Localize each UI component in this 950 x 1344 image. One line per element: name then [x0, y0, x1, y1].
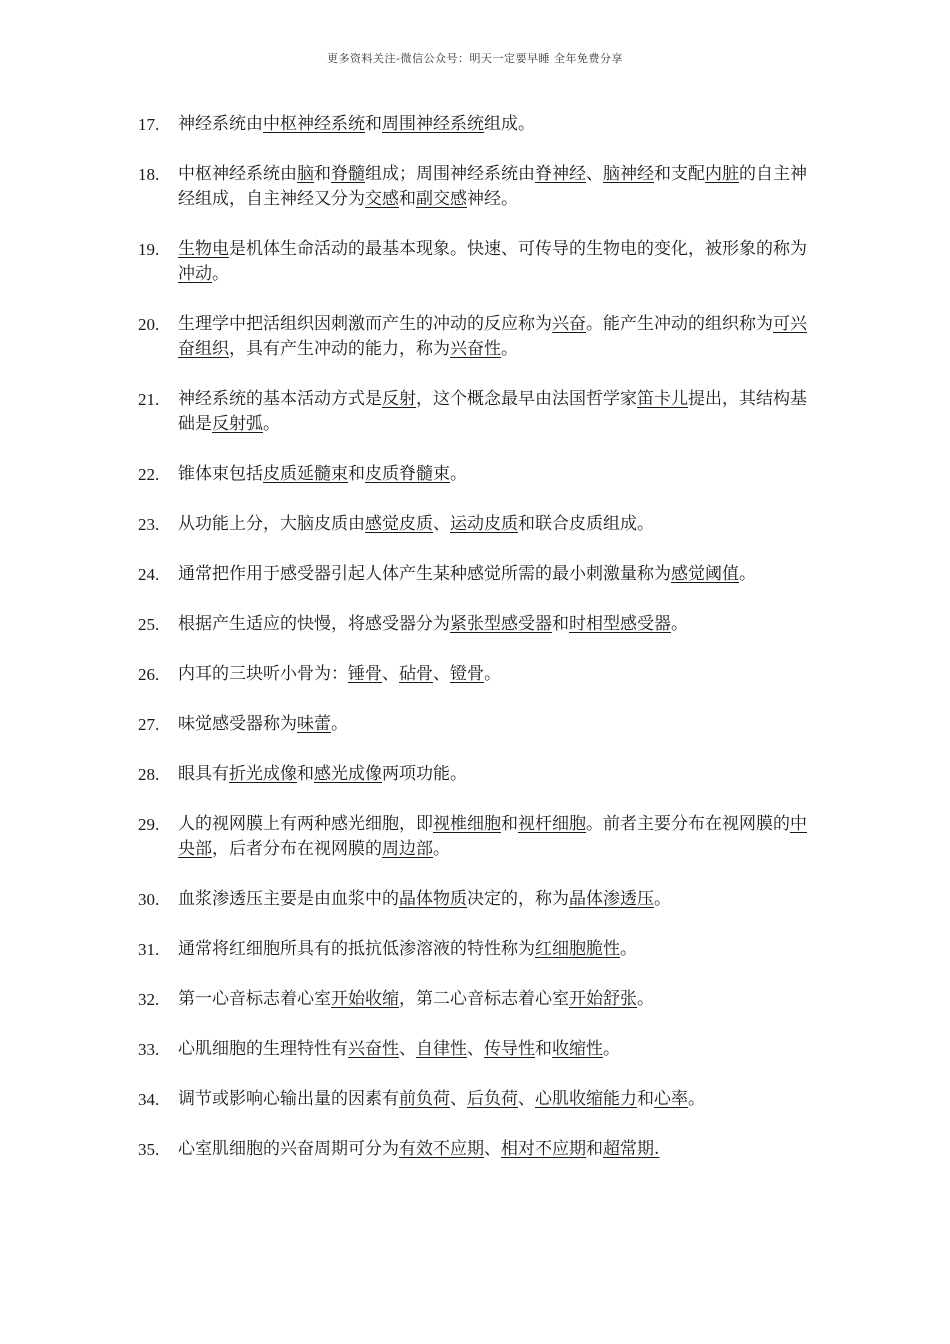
answer-term: 开始收缩: [331, 989, 399, 1009]
text-segment: 和: [586, 1139, 603, 1159]
item-number: 35.: [138, 1140, 160, 1159]
answer-term: 传导性: [484, 1039, 535, 1059]
answer-term: 周围神经系统: [382, 114, 484, 134]
item-number: 30.: [138, 890, 160, 909]
answer-term: 视椎细胞: [433, 814, 501, 834]
text-segment: 。前者主要分布在视网膜的: [586, 814, 790, 834]
answer-term: 脑: [297, 164, 314, 184]
answer-term: 运动皮质: [450, 514, 518, 534]
item-number: 19.: [138, 240, 160, 259]
item-number: 29.: [138, 815, 160, 834]
text-segment: 和: [365, 114, 382, 134]
answer-term: 有效不应期: [399, 1139, 484, 1159]
text-segment: 、: [518, 1089, 535, 1109]
text-segment: ，后者分布在视网膜的: [212, 839, 382, 859]
list-item: [138, 1087, 818, 1112]
item-number: 22.: [138, 465, 160, 484]
text-segment: 、: [450, 1089, 467, 1109]
answer-term: 收缩性: [552, 1039, 603, 1059]
answer-term: 兴奋性: [450, 339, 501, 359]
text-segment: ，具有产生冲动的能力，称为: [229, 339, 450, 359]
item-number: 34.: [138, 1090, 160, 1109]
list-item: [138, 812, 818, 862]
item-number: 28.: [138, 765, 160, 784]
text-segment: 、: [433, 664, 450, 684]
item-number: 31.: [138, 940, 160, 959]
text-segment: 血浆渗透压主要是由血浆中的: [178, 889, 399, 909]
text-segment: 提出，其结构基础是: [178, 389, 807, 434]
text-segment: 和: [637, 1089, 654, 1109]
item-text: [178, 1039, 620, 1059]
answer-term: 前负荷: [399, 1089, 450, 1109]
list-item: [138, 387, 818, 437]
item-text: [178, 564, 756, 584]
text-segment: 两项功能。: [382, 764, 467, 784]
answer-term: 反射弧: [212, 414, 263, 434]
text-segment: 根据产生适应的快慢，将感受器分为: [178, 614, 450, 634]
answer-term: 折光成像: [229, 764, 297, 784]
list-item: [138, 762, 818, 787]
text-segment: 神经。: [467, 189, 518, 209]
text-segment: 内耳的三块听小骨为：: [178, 664, 348, 684]
answer-term: 皮质延髓束: [263, 464, 348, 484]
text-segment: 味觉感受器称为: [178, 714, 297, 734]
text-segment: 、: [433, 514, 450, 534]
item-number: 17.: [138, 115, 160, 134]
answer-term: 冲动: [178, 264, 212, 284]
answer-term: 感觉阈值: [671, 564, 739, 584]
item-text: [178, 239, 807, 284]
answer-term: 感觉皮质: [365, 514, 433, 534]
text-segment: 组成；周围神经系统由: [365, 164, 535, 184]
text-segment: 、: [484, 1139, 501, 1159]
item-text: [178, 814, 807, 859]
answer-term: 反射: [382, 389, 416, 409]
text-segment: 。: [688, 1089, 705, 1109]
text-segment: 和: [297, 764, 314, 784]
text-segment: 。: [501, 339, 518, 359]
text-segment: 和: [552, 614, 569, 634]
item-text: [178, 164, 807, 209]
text-segment: 第一心音标志着心室: [178, 989, 331, 1009]
list-item: [138, 162, 818, 212]
answer-term: 副交感: [416, 189, 467, 209]
text-segment: 。: [603, 1039, 620, 1059]
answer-term: 脊神经: [535, 164, 586, 184]
text-segment: 。: [263, 414, 280, 434]
text-segment: 。: [620, 939, 637, 959]
text-segment: 。: [450, 464, 467, 484]
answer-term: 脑神经: [603, 164, 654, 184]
list-item: [138, 987, 818, 1012]
answer-term: 皮质脊髓束: [365, 464, 450, 484]
item-text: [178, 464, 467, 484]
item-number: 24.: [138, 565, 160, 584]
item-number: 18.: [138, 165, 160, 184]
item-number: 33.: [138, 1040, 160, 1059]
item-text: [178, 714, 348, 734]
answer-term: 内脏: [705, 164, 739, 184]
text-segment: 。: [637, 989, 654, 1009]
text-segment: 。: [433, 839, 450, 859]
page-header: 更多资料关注-微信公众号：明天一定要早睡 全年免费分享: [327, 52, 623, 65]
item-number: 21.: [138, 390, 160, 409]
item-text: [178, 664, 501, 684]
text-segment: 、: [399, 1039, 416, 1059]
answer-term: 心肌收缩能力: [535, 1089, 637, 1109]
text-segment: ，第二心音标志着心室: [399, 989, 569, 1009]
text-segment: 。: [212, 264, 229, 284]
item-text: [178, 889, 671, 909]
list-item: [138, 1037, 818, 1062]
answer-term: 心率: [654, 1089, 688, 1109]
text-segment: 和: [399, 189, 416, 209]
text-segment: 神经系统由: [178, 114, 263, 134]
list-item: [138, 312, 818, 362]
answer-term: 可兴奋组织: [178, 314, 807, 359]
item-text: [178, 514, 654, 534]
list-item: [138, 612, 818, 637]
text-segment: 心室肌细胞的兴奋周期可分为: [178, 1139, 399, 1159]
answer-term: 时相型感受器: [569, 614, 671, 634]
text-segment: 。: [484, 664, 501, 684]
question-list: [138, 112, 818, 1187]
text-segment: 和: [501, 814, 518, 834]
answer-term: 砧骨: [399, 664, 433, 684]
text-segment: 从功能上分，大脑皮质由: [178, 514, 365, 534]
list-item: [138, 887, 818, 912]
text-segment: 是机体生命活动的最基本现象。快速、可传导的生物电的变化，被形象的称为: [229, 239, 807, 259]
item-number: 32.: [138, 990, 160, 1009]
answer-term: 相对不应期: [501, 1139, 586, 1159]
text-segment: 调节或影响心输出量的因素有: [178, 1089, 399, 1109]
text-segment: 、: [382, 664, 399, 684]
answer-term: 后负荷: [467, 1089, 518, 1109]
item-text: [178, 389, 807, 434]
item-text: [178, 764, 467, 784]
text-segment: 和: [314, 164, 331, 184]
item-text: [178, 989, 654, 1009]
answer-term: 中枢神经系统: [263, 114, 365, 134]
answer-term: 交感: [365, 189, 399, 209]
answer-term: 味蕾: [297, 714, 331, 734]
list-item: [138, 937, 818, 962]
list-item: [138, 462, 818, 487]
item-text: [178, 939, 637, 959]
text-segment: 。: [331, 714, 348, 734]
answer-term: 镫骨: [450, 664, 484, 684]
list-item: [138, 712, 818, 737]
text-segment: 、: [467, 1039, 484, 1059]
item-number: 27.: [138, 715, 160, 734]
answer-term: 紧张型感受器: [450, 614, 552, 634]
text-segment: 和联合皮质组成。: [518, 514, 654, 534]
text-segment: 中枢神经系统由: [178, 164, 297, 184]
item-text: [178, 314, 807, 359]
list-item: [138, 662, 818, 687]
answer-term: 中央部: [178, 814, 807, 859]
answer-term: 视杆细胞: [518, 814, 586, 834]
answer-term: 兴奋性: [348, 1039, 399, 1059]
text-segment: 人的视网膜上有两种感光细胞，即: [178, 814, 433, 834]
text-segment: 心肌细胞的生理特性有: [178, 1039, 348, 1059]
text-segment: 、: [586, 164, 603, 184]
text-segment: 通常把作用于感受器引起人体产生某种感觉所需的最小刺激量称为: [178, 564, 671, 584]
item-number: 26.: [138, 665, 160, 684]
answer-term: 开始舒张: [569, 989, 637, 1009]
answer-term: 笛卡儿: [637, 389, 688, 409]
answer-term: 自律性: [416, 1039, 467, 1059]
list-item: [138, 237, 818, 287]
item-number: 25.: [138, 615, 160, 634]
list-item: [138, 1137, 818, 1162]
item-number: 23.: [138, 515, 160, 534]
text-segment: 的自主神经组成，自主神经又分为: [178, 164, 807, 209]
text-segment: 通常将红细胞所具有的抵抗低渗溶液的特性称为: [178, 939, 535, 959]
text-segment: 神经系统的基本活动方式是: [178, 389, 382, 409]
text-segment: 。: [671, 614, 688, 634]
answer-term: 周边部: [382, 839, 433, 859]
answer-term: 晶体物质: [399, 889, 467, 909]
item-text: [178, 1139, 659, 1159]
answer-term: 红细胞脆性: [535, 939, 620, 959]
answer-term: 兴奋: [552, 314, 586, 334]
text-segment: 锥体束包括: [178, 464, 263, 484]
list-item: [138, 512, 818, 537]
text-segment: 决定的，称为: [467, 889, 569, 909]
text-segment: 生理学中把活组织因刺激而产生的冲动的反应称为: [178, 314, 552, 334]
item-text: [178, 1089, 705, 1109]
answer-term: 锤骨: [348, 664, 382, 684]
answer-term: 超常期.: [603, 1139, 660, 1159]
text-segment: 和: [535, 1039, 552, 1059]
text-segment: 和: [348, 464, 365, 484]
text-segment: 。: [654, 889, 671, 909]
text-segment: 组成。: [484, 114, 535, 134]
text-segment: 。能产生冲动的组织称为: [586, 314, 773, 334]
answer-term: 感光成像: [314, 764, 382, 784]
item-number: 20.: [138, 315, 160, 334]
answer-term: 晶体渗透压: [569, 889, 654, 909]
text-segment: 和支配: [654, 164, 705, 184]
item-text: [178, 614, 688, 634]
text-segment: ，这个概念最早由法国哲学家: [416, 389, 637, 409]
list-item: [138, 562, 818, 587]
text-segment: 。: [739, 564, 756, 584]
text-segment: 眼具有: [178, 764, 229, 784]
answer-term: 生物电: [178, 239, 229, 259]
item-text: [178, 114, 535, 134]
answer-term: 脊髓: [331, 164, 365, 184]
list-item: [138, 112, 818, 137]
